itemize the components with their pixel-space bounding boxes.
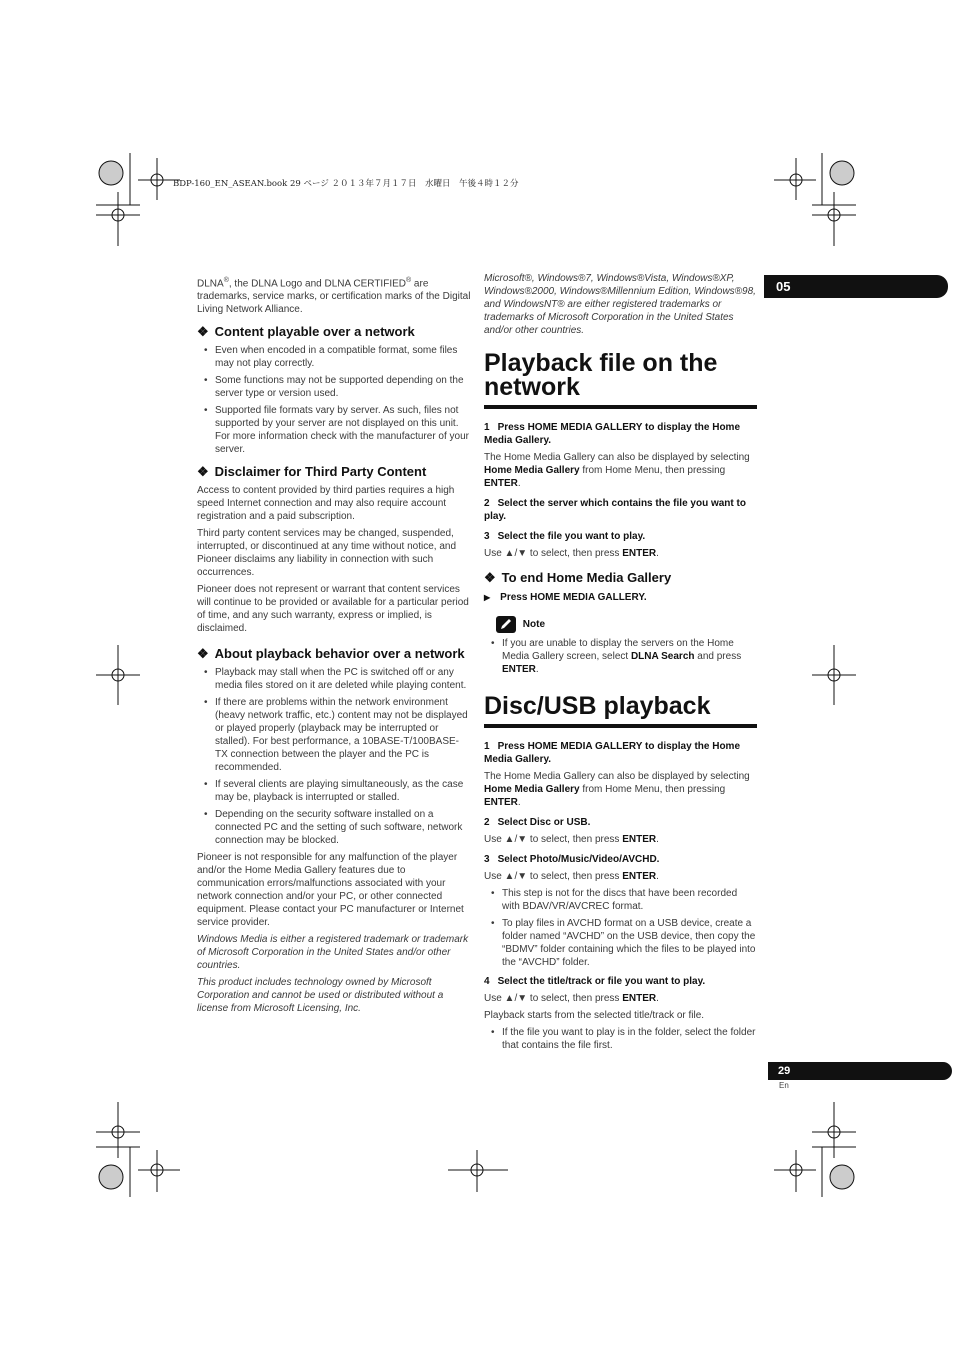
list-item: • To play files in AVCHD format on a USB device, create a folder named “AVCHD” on the USB device, then copy the “BDMV” folder containing which the files to be played into the “AVCHD” folder. [484, 917, 757, 969]
disclaimer-paragraph: Pioneer does not represent or warrant that content services will continue to be provided or available for a particular period of time, and any such warranty, express or implied, is disclaimed. [197, 584, 469, 635]
dlna-paragraph: DLNA®, the DLNA Logo and DLNA CERTIFIED® are trademarks, service marks, or certification marks of the Digital Living Network Alliance. [197, 277, 471, 316]
step-1: 1 Press HOME MEDIA GALLERY to display the Home Media Gallery. [484, 422, 741, 446]
note-label: Note [522, 619, 546, 630]
pencil-icon [496, 616, 516, 633]
heading-disclaimer: ❖ Disclaimer for Third Party Content [197, 464, 427, 480]
right-column [484, 272, 757, 1056]
arrow-right-icon: ▶ [484, 593, 491, 602]
disc-step-2-text: Use ▲/▼ to select, then press ENTER. [484, 834, 659, 845]
list-item: • If the file you want to play is in the folder, select the folder that contains the file first. [484, 1026, 757, 1052]
page-number-tab [768, 1062, 952, 1080]
disc-step-3: 3 Select Photo/Music/Video/AVCHD. [484, 854, 660, 865]
disc-step-3-list [484, 887, 757, 969]
about-playback-list [197, 666, 471, 847]
windows-media-paragraph: Windows Media is either a registered trademark or trademark of Microsoft Corporation in the United States and/or other countries. [197, 934, 469, 972]
diamond-icon: ❖ [197, 464, 209, 480]
disc-step-4: 4 Select the title/track or file you want to play. [484, 976, 706, 987]
pioneer-paragraph: Pioneer is not responsible for any malfunction of the player and/or the Home Media Gallery features due to communication errors/malfunctions associated with your network connection and/or your PC, or other connected equipment. Please contact your PC manufacturer or Internet service provider. [197, 852, 464, 929]
list-item: • Even when encoded in a compatible format, some files may not play correctly. [197, 344, 471, 370]
diamond-icon: ❖ [197, 324, 209, 340]
list-item: • Depending on the security software installed on a connected PC and the setting of such software, network connection may be blocked. [197, 808, 471, 847]
playback-starts-text: Playback starts from the selected title/track or file. [484, 1010, 705, 1021]
disc-step-1: 1 Press HOME MEDIA GALLERY to display the Home Media Gallery. [484, 741, 741, 765]
step-1-text: The Home Media Gallery can also be displayed by selecting Home Media Gallery from Home Menu, then pressing ENTER. [484, 452, 750, 489]
note-list [484, 637, 757, 676]
step-2: 2 Select the server which contains the file you want to play. [484, 498, 746, 522]
print-header: BDP-160_EN_ASEAN.book 29 ページ ２０１３年７月１７日 水曜日 午後４時１２分 [173, 179, 519, 189]
disclaimer-paragraph: Access to content provided by third parties requires a high speed Internet connection and may also require account registration and a paid subscription. [197, 485, 455, 523]
disc-step-1-text: The Home Media Gallery can also be displayed by selecting Home Media Gallery from Home Menu, then pressing ENTER. [484, 771, 750, 808]
heading-about-playback: ❖ About playback behavior over a network [197, 646, 465, 662]
language-label: En [779, 1081, 789, 1090]
list-item: • If there are problems within the network environment (heavy network traffic, etc.) content may not be displayed or played properly (playback may be interrupted or stalled). For best performance, a 10BASE-T/100BASE-TX connection between the player and the PC is recommended. [197, 696, 471, 774]
content-playable-list [197, 344, 471, 456]
list-item: • This step is not for the discs that have been recorded with BDAV/VR/AVCREC format. [484, 887, 757, 913]
list-item: • Some functions may not be supported depending on the server type or version used. [197, 374, 471, 400]
diamond-icon: ❖ [484, 570, 496, 585]
final-list [484, 1026, 757, 1052]
diamond-icon: ❖ [197, 646, 209, 662]
microsoft-trademarks: Microsoft®, Windows®7, Windows®Vista, Windows®XP, Windows®2000, Windows®Millennium Edition, Windows®98, and WindowsNT® are either registered trademarks or trademarks of Microsoft Corporation in the United States and/or other countries. [484, 273, 756, 336]
list-item: • Supported file formats vary by server. As such, files not supported by your server are not displayed on this unit. For more information check with the manufacturer of your server. [197, 404, 471, 456]
page-number: 29 [778, 1065, 791, 1077]
microsoft-license-paragraph: This product includes technology owned by Microsoft Corporation and cannot be used or distributed without a license from Microsoft Licensing, Inc. [197, 977, 444, 1015]
heading-end-gallery: ❖ To end Home Media Gallery [484, 570, 672, 585]
list-item: • Playback may stall when the PC is switched off or any media files stored on it are deleted while playing content. [197, 666, 471, 692]
heading-content-playable: ❖ Content playable over a network [197, 324, 415, 340]
heading-playback-file: Playback file on the network [484, 351, 757, 409]
heading-disc-usb: Disc/USB playback [484, 694, 757, 728]
chapter-number: 05 [776, 279, 791, 294]
disclaimer-paragraph: Third party content services may be changed, suspended, interrupted, or discontinued at any time without notice, and Pioneer disclaims any liability in connection with such occurrences. [197, 528, 457, 579]
list-item: • If several clients are playing simultaneously, as the case may be, playback is interrupted or stalled. [197, 778, 471, 804]
step-3-text: Use ▲/▼ to select, then press ENTER. [484, 548, 659, 559]
end-step: ▶ Press HOME MEDIA GALLERY. [484, 592, 647, 603]
chapter-tab [764, 275, 948, 298]
list-item: • If you are unable to display the servers on the Home Media Gallery screen, select DLNA Search and press ENTER. [484, 637, 757, 676]
disc-step-4-text: Use ▲/▼ to select, then press ENTER. [484, 993, 659, 1004]
disc-step-2: 2 Select Disc or USB. [484, 817, 591, 828]
note-block [496, 616, 757, 633]
step-3: 3 Select the file you want to play. [484, 531, 646, 542]
disc-step-3-text: Use ▲/▼ to select, then press ENTER. [484, 871, 659, 882]
left-column [197, 274, 471, 1019]
